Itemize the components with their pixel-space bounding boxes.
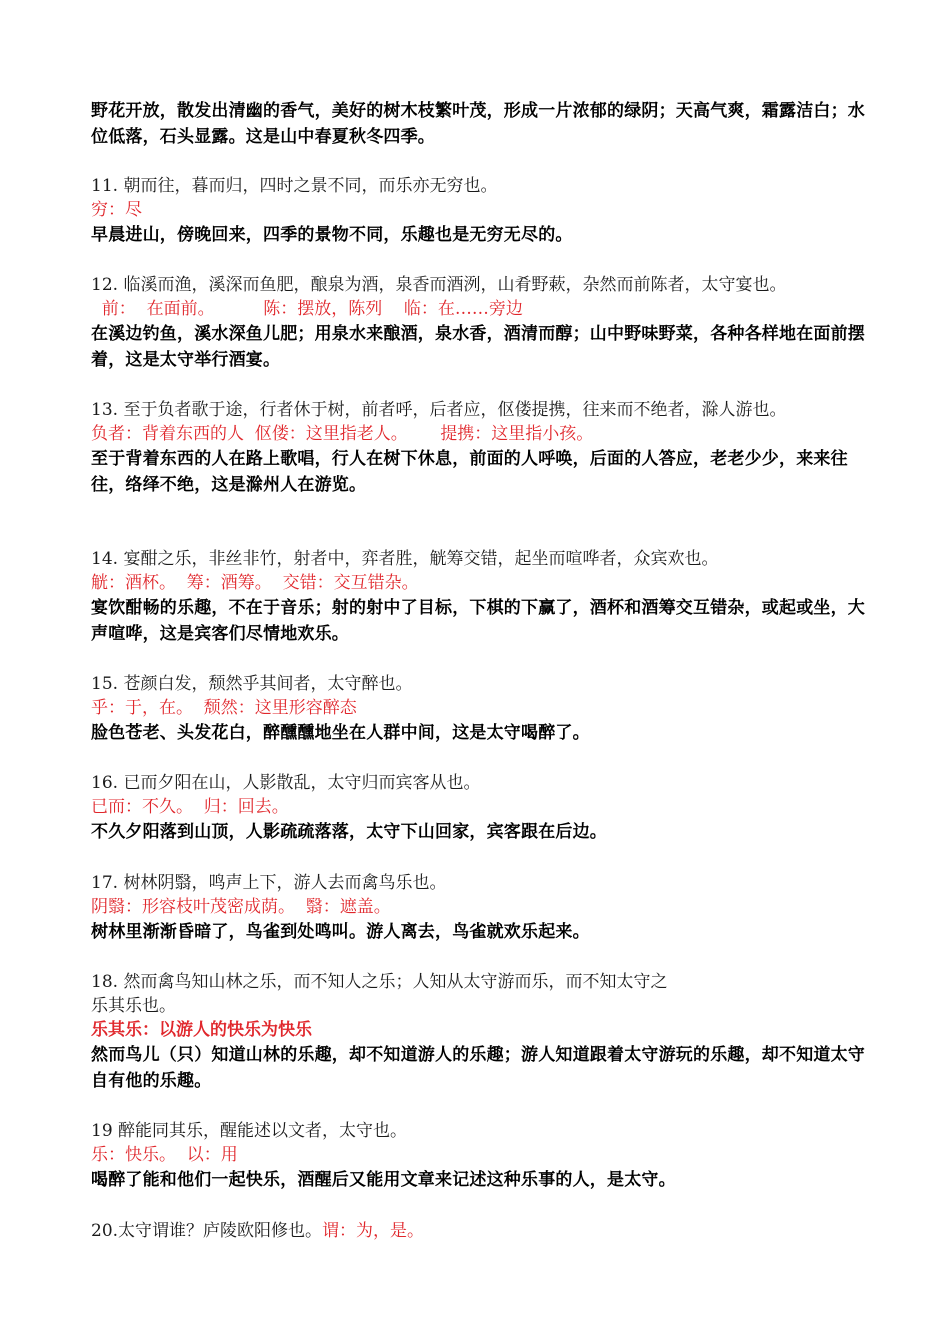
item-16-translation: 不久夕阳落到山顶，人影疏疏落落，太守下山回家，宾客跟在后边。 bbox=[91, 822, 607, 842]
item-11-block bbox=[91, 174, 871, 248]
item-12-source: 12. 临溪而渔，溪深而鱼肥，酿泉为酒，泉香而酒洌，山肴野蔌，杂然而前陈者，太守宴也。 bbox=[91, 275, 787, 295]
item-20-note: 谓：为，是。 bbox=[322, 1221, 425, 1241]
item-12-note: 前： 在面前。 陈：摆放，陈列 临：在……旁边 bbox=[91, 299, 523, 319]
item-19-source: 19 醉能同其乐，醒能述以文者，太守也。 bbox=[91, 1121, 408, 1141]
item-17-block bbox=[91, 871, 871, 945]
item-13-note: 负者：背着东西的人 伛偻：这里指老人。 提携：这里指小孩。 bbox=[91, 424, 594, 444]
item-10-translation: 野花开放，散发出清幽的香气，美好的树木枝繁叶茂，形成一片浓郁的绿阴；天高气爽，霜露洁白；水位低落，石头显露。这是山中春夏秋冬四季。 bbox=[91, 101, 865, 147]
item-11-translation: 早晨进山，傍晚回来，四季的景物不同，乐趣也是无穷无尽的。 bbox=[91, 225, 573, 245]
item-11-source: 11. 朝而往，暮而归，四时之景不同，而乐亦无穷也。 bbox=[91, 176, 498, 196]
item-13-source: 13. 至于负者歌于途，行者休于树，前者呼，后者应，伛偻提携，往来而不绝者，滁人游也。 bbox=[91, 400, 787, 420]
item-12-block bbox=[91, 273, 871, 373]
item-14-source: 14. 宴酣之乐，非丝非竹，射者中，弈者胜，觥筹交错，起坐而喧哗者，众宾欢也。 bbox=[91, 549, 719, 569]
item-13-block bbox=[91, 398, 871, 498]
item-20-block bbox=[91, 1219, 871, 1243]
item-19-block bbox=[91, 1119, 871, 1193]
item-20-line bbox=[91, 1219, 871, 1243]
item-18-block bbox=[91, 970, 871, 1094]
item-18-note: 乐其乐：以游人的快乐为快乐 bbox=[91, 1020, 312, 1040]
item-19-note: 乐：快乐。 以：用 bbox=[91, 1145, 238, 1165]
item-13-translation: 至于背着东西的人在路上歌唱，行人在树下休息，前面的人呼唤，后面的人答应，老老少少，来来往往，络绎不绝，这是滁州人在游览。 bbox=[91, 449, 848, 495]
item-10-block bbox=[91, 98, 871, 150]
item-17-translation: 树林里渐渐昏暗了，鸟雀到处鸣叫。游人离去，鸟雀就欢乐起来。 bbox=[91, 922, 590, 942]
item-18-source-line2: 乐其乐也。 bbox=[91, 996, 176, 1016]
item-16-source: 16. 已而夕阳在山，人影散乱，太守归而宾客从也。 bbox=[91, 773, 481, 793]
item-18-source-line1: 18. 然而禽鸟知山林之乐，而不知人之乐；人知从太守游而乐，而不知太守之 bbox=[91, 972, 668, 992]
item-14-translation: 宴饮酣畅的乐趣，不在于音乐；射的射中了目标，下棋的下赢了，酒杯和酒筹交互错杂，或起或坐，大声喧哗，这是宾客们尽情地欢乐。 bbox=[91, 598, 865, 644]
item-17-source: 17. 树林阴翳，鸣声上下，游人去而禽鸟乐也。 bbox=[91, 873, 447, 893]
item-11-note: 穷：尽 bbox=[91, 200, 142, 220]
item-15-translation: 脸色苍老、头发花白，醉醺醺地坐在人群中间，这是太守喝醉了。 bbox=[91, 723, 590, 743]
item-15-block bbox=[91, 672, 871, 746]
item-12-translation: 在溪边钓鱼，溪水深鱼儿肥；用泉水来酿酒，泉水香，酒清而醇；山中野味野菜，各种各样地在面前摆着，这是太守举行酒宴。 bbox=[91, 324, 865, 370]
item-14-note: 觥：酒杯。 筹：酒筹。 交错：交互错杂。 bbox=[91, 573, 419, 593]
item-14-block bbox=[91, 547, 871, 647]
item-19-translation: 喝醉了能和他们一起快乐，酒醒后又能用文章来记述这种乐事的人，是太守。 bbox=[91, 1170, 676, 1190]
item-20-source: 20.太守谓谁？庐陵欧阳修也。 bbox=[91, 1221, 323, 1241]
item-16-block bbox=[91, 771, 871, 845]
item-18-translation: 然而鸟儿（只）知道山林的乐趣，却不知道游人的乐趣；游人知道跟着太守游玩的乐趣，却不知道太守自有他的乐趣。 bbox=[91, 1045, 865, 1091]
item-17-note: 阴翳：形容枝叶茂密成荫。 翳：遮盖。 bbox=[91, 897, 391, 917]
item-15-note: 乎：于，在。 颓然：这里形容醉态 bbox=[91, 698, 357, 718]
item-15-source: 15. 苍颜白发，颓然乎其间者，太守醉也。 bbox=[91, 674, 413, 694]
item-16-note: 已而：不久。 归：回去。 bbox=[91, 797, 289, 817]
